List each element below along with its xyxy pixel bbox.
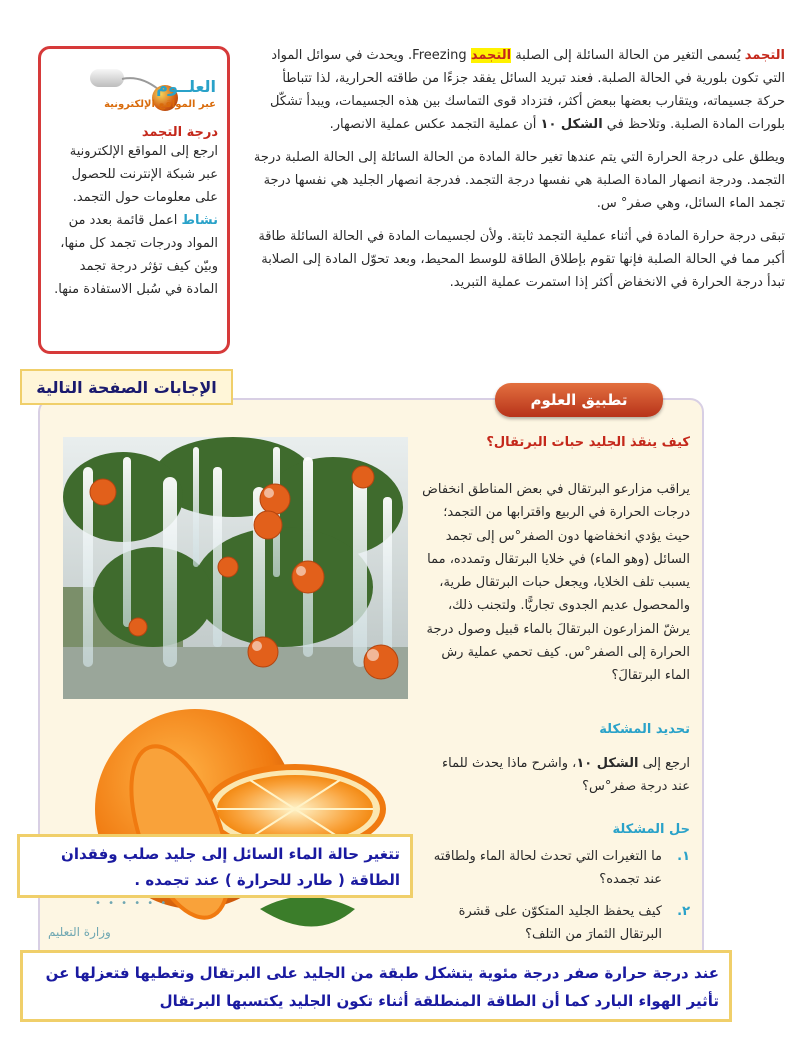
text-span: أن عملية التجمد عكس عملية الانصهار.: [329, 117, 541, 132]
problem-body: [420, 752, 690, 798]
science-application-tab: تطبيق العلوم: [495, 383, 663, 417]
side-activity: [50, 209, 218, 301]
text-span: Freezing. ويحدث في سوائل المواد التي تكون بلورية في الحالة الصلبة. فعند تبريد السائل يفقد جزءًا من طاقته الحرارية، لذا تتباطأ حركة جسيماته، ويتقارب بعضها ببعض أكثر، فتزداد قوى التماسك بين هذه الجسيمات، ويبدأ تشكّل بلورات المادة الصلبة. وتلاحظ في: [270, 48, 785, 132]
answer-box-1: تتغير حالة الماء السائل إلى جليد صلب وفقدان الطاقة ( طارد للحرارة ) عند تجمده .: [17, 834, 413, 898]
paragraph-freezing-definition: [250, 44, 785, 136]
figure-ref: الشكل ١٠: [540, 117, 603, 132]
science-online-box: [38, 46, 230, 354]
question-body: يراقب مزارعو البرتقال في بعض المناطق انخفاض درجات الحرارة في الربيع واقترابها من التجمد؛ حيث يؤدي انخفاضها دون الصفر°س إلى تجمد السائل (وهو الماء) في خلايا البرتقال وتمدده، مما يسبب تلف الخلايا، ويجعل حبات البرتقال طرية، والمحصول عديم الجدوى تجاريًّا. ولتجنب ذلك، يرشّ المزارعون البرتقالَ بالماء قبيل وصول درجة الحرارة إلى الصفر°س. كيف تحمي عملية رش الماء البرتقالَ؟: [422, 482, 690, 684]
frozen-orange-tree-photo: [63, 437, 408, 699]
highlighted-term: التجمد: [470, 48, 512, 63]
term-freezing: التجمد: [744, 48, 785, 63]
answer-box-2: عند درجة حرارة صفر درجة مئوية يتشكل طبقة من الجليد على البرتقال وتغطيها فتعزلها عن تأثير الهواء البارد كما أن الطاقة المنطلقة أثناء تكون الجليد يكتسبها البرتقال: [20, 950, 732, 1022]
solve-item: [420, 900, 690, 946]
activity-label: نشاط: [181, 213, 218, 228]
main-text: [250, 44, 785, 304]
text-span: ارجع إلى: [638, 756, 690, 771]
item-number: ٢.: [677, 904, 690, 919]
text-span: ، واشرح ماذا يحدث للماء عند درجة صفر°س؟: [442, 756, 690, 794]
answers-next-page-banner: الإجابات الصفحة التالية: [20, 369, 233, 405]
figure-ref: الشكل ١٠: [576, 756, 639, 771]
logo-title: العلــوم: [156, 77, 216, 96]
paragraph-freezing-point: ويطلق على درجة الحرارة التي يتم عندها تغير حالة المادة من الحالة السائلة إلى الحالة الصلبة درجة التجمد. ودرجة انصهار المادة الصلبة هي نفسها درجة التجمد. فدرجة انصهار الجليد هي نفسها درجة تجمد الماء السائل، وهي صفر° س.: [253, 150, 785, 211]
orange-fruit-image: [90, 704, 390, 952]
paragraph-freezing-energy: تبقى درجة حرارة المادة في أثناء عملية التجمد ثابتة. ولأن لجسيمات المادة في الحالة السائلة طاقة أكبر مما في الحالة الصلبة فإنها تقوم بإطلاق الطاقة للوسط المحيط، وبعد تحوّل المادة إلى الصلابة تبدأ درجة الحرارة في الانخفاض أكثر إذا استمرت عملية التبريد.: [258, 229, 785, 290]
ministry-logo-dots: • • • • • •: [95, 898, 169, 909]
item-text: ما التغيرات التي تحدث لحالة الماء ولطاقته عند تجمده؟: [433, 849, 662, 887]
side-body: ارجع إلى المواقع الإلكترونية عبر شبكة الإنترنت للحصول على معلومات حول التجمد.: [69, 144, 218, 205]
mouse-icon: [90, 69, 124, 87]
item-number: ١.: [677, 849, 690, 864]
side-heading: درجة التجمد: [141, 125, 218, 140]
solve-item: [420, 845, 690, 891]
solve-title: حل المشكلة: [612, 822, 690, 837]
activity-text: اعمل قائمة بعدد من المواد ودرجات تجمد كل منها، وبيّن كيف تؤثر درجة تجمد المادة في سُبل الاستفادة منها.: [54, 213, 218, 297]
science-online-logo: [50, 57, 218, 121]
problem-title: تحديد المشكلة: [599, 722, 690, 737]
question-title: كيف ينقذ الجليد حبات البرتقال؟: [486, 435, 690, 450]
text-span: يُسمى التغير من الحالة السائلة إلى الصلبة: [511, 48, 745, 63]
ministry-logo: وزارة التعليم: [48, 925, 111, 939]
item-text: كيف يحفظ الجليد المتكوّن على قشرة البرتقال الثمارَ من التلف؟: [458, 904, 662, 942]
logo-subtitle: عبر المواقع الإلكترونية: [104, 99, 216, 110]
